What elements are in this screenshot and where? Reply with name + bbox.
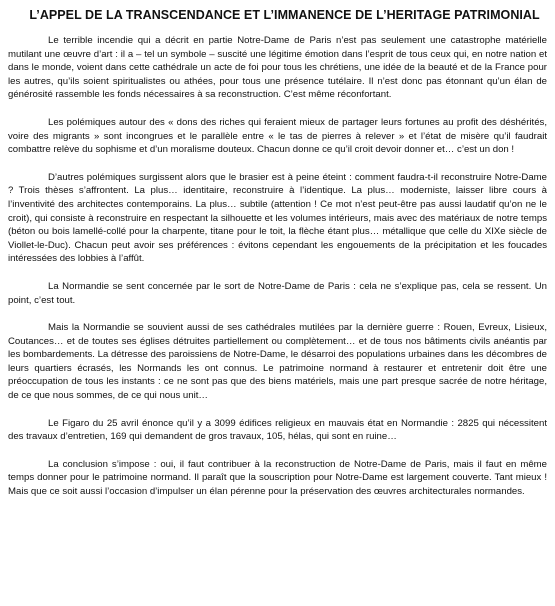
paragraph-4: La Normandie se sent concernée par le sort de Notre-Dame de Paris : cela ne s’explique pas, cela se ressent. Un point, c’est tout. <box>8 280 547 306</box>
paragraph-5: Mais la Normandie se souvient aussi de ses cathédrales mutilées par la dernière guerre : Rouen, Evreux, Lisieux, Coutances… et de toutes ses églises détruites partiellement ou complètement… et de tous nos bâtiments civils anéantis par les bombardements. La détresse des paroissiens de Notre-Dame, le désarroi des populations urbaines dans les décombres de leurs quartiers écrasés, les Normands les ont connus. Le patrimoine normand à restaurer et entretenir doit être une préoccupation de tous les instants : ce ne sont pas que des biens matériels, mais une part presque sacrée de notre héritage, de ce que nous sommes, de ce qui nous unit… <box>8 322 547 402</box>
paragraph-2: Les polémiques autour des « dons des riches qui feraient mieux de partager leurs fortunes au profit des déshérités, voire des migrants » sont incongrues et le parallèle entre « le tas de pierres à relever » et l’état de misère qu’il faudrait combattre relève du sophisme et d’un moralisme douteux. Chacun donne ce qu’il croit devoir donner et… c’est un don ! <box>8 116 547 156</box>
paragraph-1: Le terrible incendie qui a décrit en partie Notre-Dame de Paris n’est pas seulement une catastrophe matérielle mutilant une œuvre d’art : il a – tel un symbole – suscité une légitime émotion dans l’esprit de tous ceux qui, en notre nation et dans le monde, voient dans cette cathédrale un acte de foi pour tous les chrétiens, une idée de la beauté et de la France pour les autres, qu’ils soient spiritualistes ou athées, pour tous une présence tutélaire. Il n’est donc pas étonnant qu’un élan de générosité rassemble les fonds nécessaires à sa reconstruction. C’est même réconfortant. <box>8 35 547 101</box>
paragraph-6: Le Figaro du 25 avril énonce qu’il y a 3099 édifices religieux en mauvais état en Normandie : 2825 qui nécessitent des travaux d’entretien, 169 qui demandent de gros travaux, 105, hélas, qui sont en ruine… <box>8 417 547 443</box>
paragraph-7: La conclusion s’impose : oui, il faut contribuer à la reconstruction de Notre-Dame de Paris, mais il faut en même temps donner pour le patrimoine normand. Il paraît que la souscription pour Notre-Dame est largement couverte. Tant mieux ! Mais que ce soit aussi l’occasion d’impulser un élan pérenne pour la préservation des œuvres architecturales normandes. <box>8 458 547 498</box>
paragraph-3: D’autres polémiques surgissent alors que le brasier est à peine éteint : comment faudra-t-il reconstruire Notre-Dame ? Trois thèses s’affrontent. La plus… identitaire, reconstruire à l’identique. La plus… moderniste, laisser libre cours à l’inventivité des architectes contemporains. La plus… subtile (attention ! Ce mot n’est peut-être pas aussi laudatif qu’on ne le croit), qui consiste à reconstruire en respectant la silhouette et les volumes intérieurs, mais avec des matériaux de notre temps (béton ou bois lamellé-collé pour la charpente, titane pour le toit, la flèche étant plus… métallique que celle du XIXe siècle de Viollet-le-Duc). Chacun peut avoir ses préférences : évitons cependant les engouements de la précipitation et les foucades intéressées des lobbies à l’affût. <box>8 171 547 265</box>
document-title: L’APPEL DE LA TRANSCENDANCE ET L’IMMANENCE DE L’HERITAGE PATRIMONIAL <box>29 8 540 22</box>
